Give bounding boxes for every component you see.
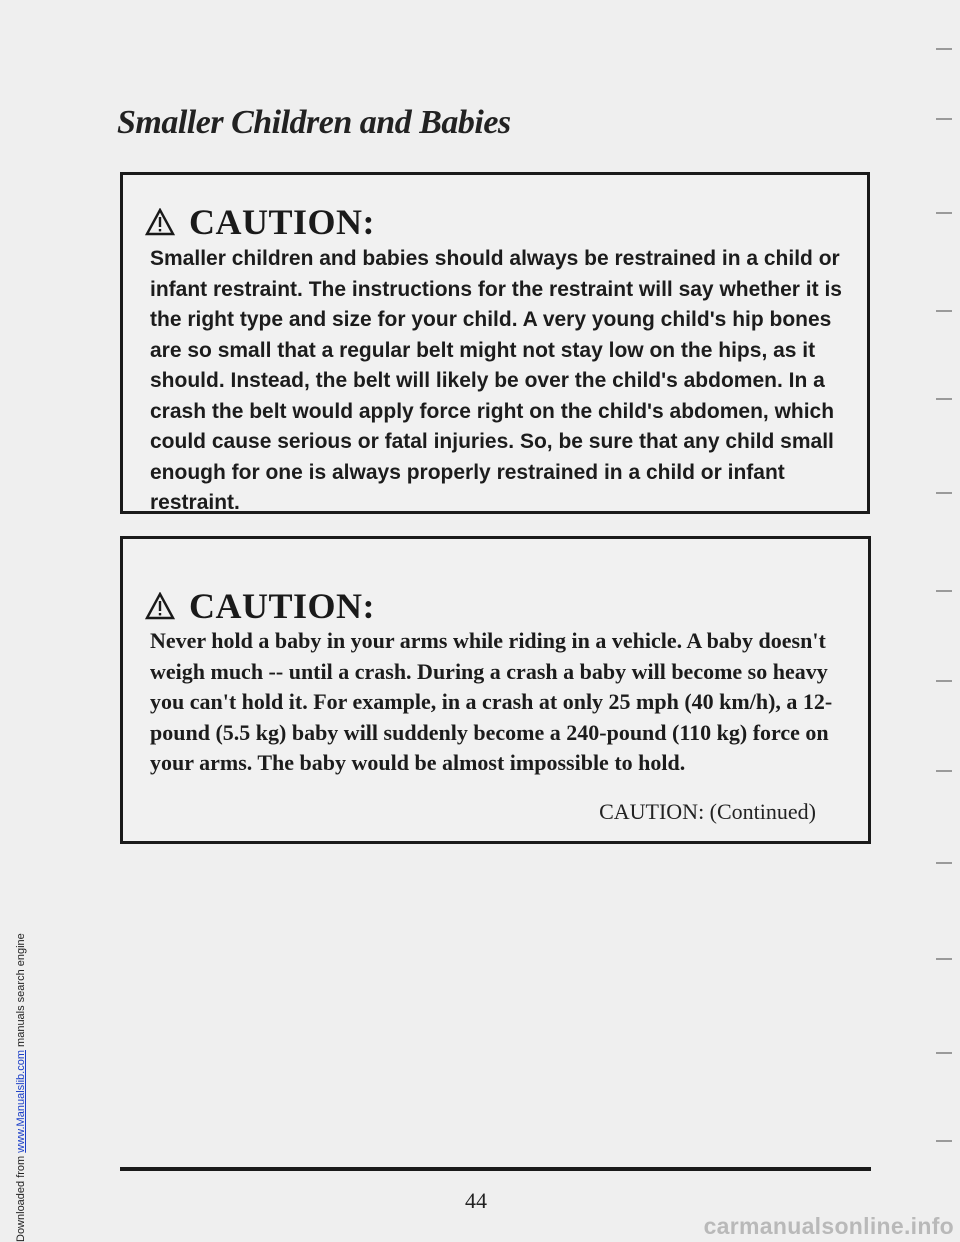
caution-heading bbox=[145, 201, 375, 243]
caution-label: CAUTION: bbox=[189, 202, 376, 242]
page-number: 44 bbox=[465, 1188, 487, 1213]
caution-box-restraints bbox=[120, 172, 870, 514]
watermark: carmanualsonline.info bbox=[703, 1213, 954, 1239]
download-banner bbox=[0, 0, 27, 1242]
caution-text: Never hold a baby in your arms while riding in a vehicle. A baby doesn't weigh much -- until a crash. During a crash a baby will become so heavy you can't hold it. For example, in a crash at only 25 mph (40 km/h), a 12-pound (5.5 kg) baby will suddenly become a 240-pound (110 kg) force on your arms. The baby would be almost impossible to hold. bbox=[150, 628, 833, 775]
caution-box-holding-baby bbox=[120, 536, 871, 844]
caution-continued-note: CAUTION: (Continued) bbox=[599, 799, 816, 824]
caution-heading bbox=[145, 585, 375, 627]
manualslib-link[interactable]: www.Manualslib.com bbox=[15, 1050, 27, 1153]
section-title: Smaller Children and Babies bbox=[117, 104, 511, 141]
download-banner-text bbox=[14, 933, 28, 1242]
banner-prefix: Downloaded from bbox=[15, 1152, 27, 1242]
caution-label: CAUTION: bbox=[189, 586, 376, 626]
banner-suffix: manuals search engine bbox=[15, 933, 27, 1051]
footer-rule bbox=[120, 1167, 871, 1171]
caution-text: Smaller children and babies should always be restrained in a child or infant restraint. The instructions for the restraint will say whether it is the right type and size for your child. A very young child's hip bones are so small that a regular belt might not stay low on the hips, as it should. Instead, the belt will likely be over the child's abdomen. In a crash the belt would apply force right on the child's abdomen, which could cause serious or fatal injuries. So, be sure that any child small enough for one is always properly restrained in a child or infant restraint. bbox=[150, 247, 842, 514]
warning-triangle-icon bbox=[145, 208, 175, 236]
warning-triangle-icon bbox=[145, 592, 175, 620]
margin-tick-marks bbox=[930, 0, 960, 1242]
